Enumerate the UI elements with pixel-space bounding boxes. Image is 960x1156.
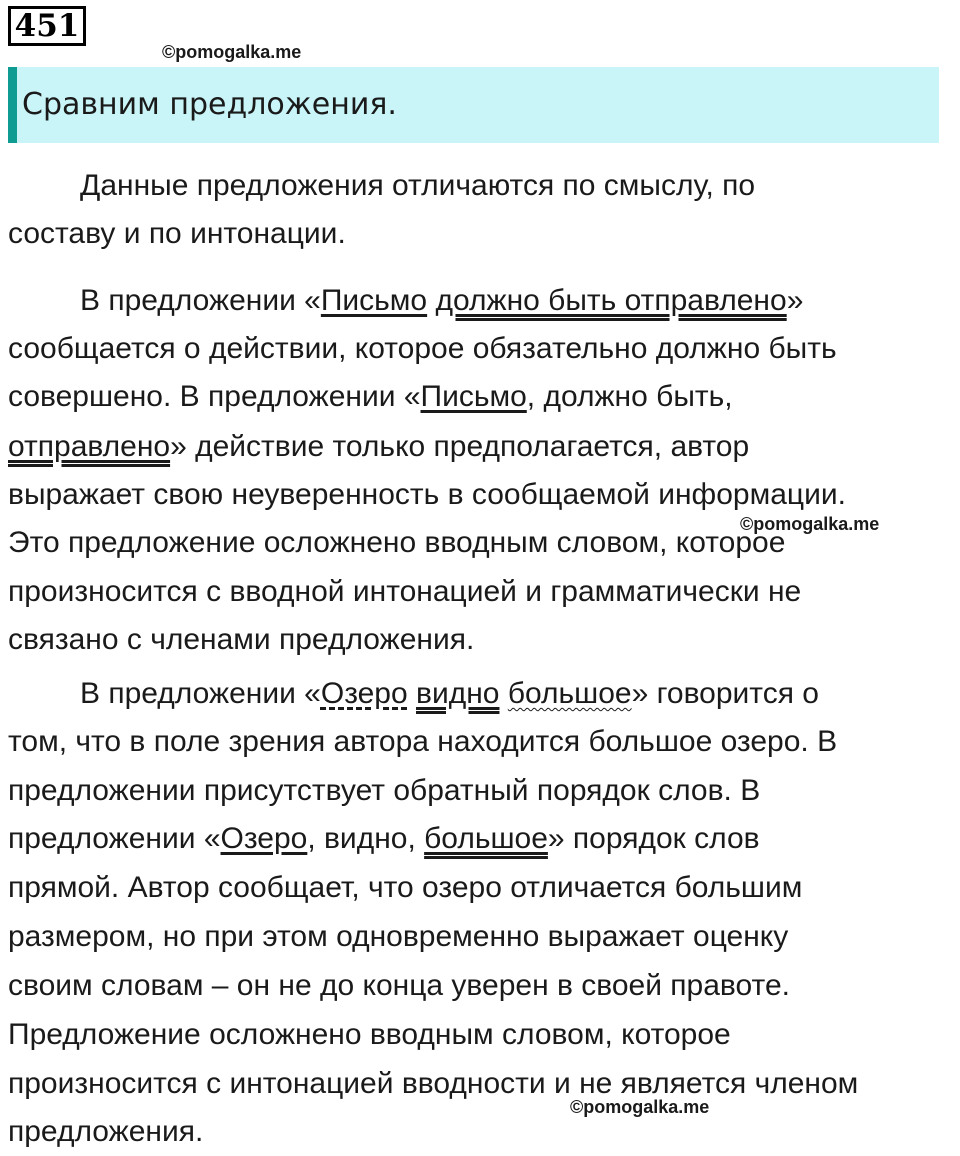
watermark: ©pomogalka.me — [740, 514, 880, 534]
text: » — [786, 284, 804, 317]
p2-line-2: сообщается о действии, которое обязательно должно быть — [8, 332, 837, 365]
subject-word: Письмо — [420, 380, 527, 413]
text: , видно, — [307, 822, 425, 855]
p3-line-4 — [8, 819, 760, 859]
text — [408, 677, 416, 710]
p3-line-10: предложения. — [8, 1115, 204, 1148]
text: совершено. В предложении « — [8, 380, 421, 413]
adverbial-word: Озеро — [320, 677, 408, 710]
text: » порядок слов — [547, 822, 760, 855]
p3-line-2: том, что в поле зрения автора находится большое озеро. В — [8, 725, 838, 758]
p2-line-6: Это предложение осложнено вводным словом, которое — [8, 526, 786, 559]
p3-line-5: прямой. Автор сообщает, что озеро отличается большим — [8, 871, 803, 904]
text — [499, 677, 507, 710]
p2-line-5: выражает свою неуверенность в сообщаемой информации. — [8, 478, 846, 511]
watermark: ©pomogalka.me — [162, 42, 302, 62]
subject-word: Озеро — [220, 822, 308, 855]
p2-line-8: связано с членами предложения. — [8, 623, 475, 656]
text: В предложении « — [80, 284, 321, 317]
predicate-word: видно — [416, 677, 500, 710]
heading-bar — [8, 67, 939, 143]
heading-title: Сравним предложения. — [22, 87, 397, 122]
p3-line-8: Предложение осложнено вводным словом, которое — [8, 1018, 731, 1051]
text: » действие только предполагается, автор — [170, 430, 750, 463]
p3-line-3: предложении присутствует обратный порядок слов. В — [8, 774, 761, 807]
attribute-word: большое — [507, 677, 632, 710]
p3-line-7: своим словам – он не до конца уверен в своей правоте. — [8, 969, 790, 1002]
text: , должно быть, — [526, 380, 733, 413]
watermark: ©pomogalka.me — [570, 1097, 710, 1117]
exercise-number: 451 — [8, 6, 86, 46]
p2-line-3 — [8, 377, 733, 417]
p3-line-6: размером, но при этом одновременно выражает оценку — [8, 920, 789, 953]
text: В предложении « — [80, 677, 321, 710]
p1-line-1: Данные предложения отличаются по смыслу, по — [80, 169, 756, 202]
subject-word: Письмо — [320, 284, 428, 317]
p3-line-9: произносится с интонацией вводности и не является членом — [8, 1067, 859, 1100]
predicate-word: отправлено — [8, 430, 171, 463]
predicate-words: должно быть отправлено — [435, 284, 787, 317]
predicate-word: большое — [424, 822, 548, 855]
p2-line-1 — [80, 281, 803, 321]
p1-line-2: составу и по интонации. — [8, 217, 346, 250]
heading-accent — [8, 67, 17, 143]
p2-line-7: произносится с вводной интонацией и грамматически не — [8, 575, 802, 608]
p3-line-1 — [80, 674, 819, 714]
text: » говорится о — [631, 677, 819, 710]
text: предложении « — [8, 822, 221, 855]
p2-line-4 — [8, 427, 749, 467]
